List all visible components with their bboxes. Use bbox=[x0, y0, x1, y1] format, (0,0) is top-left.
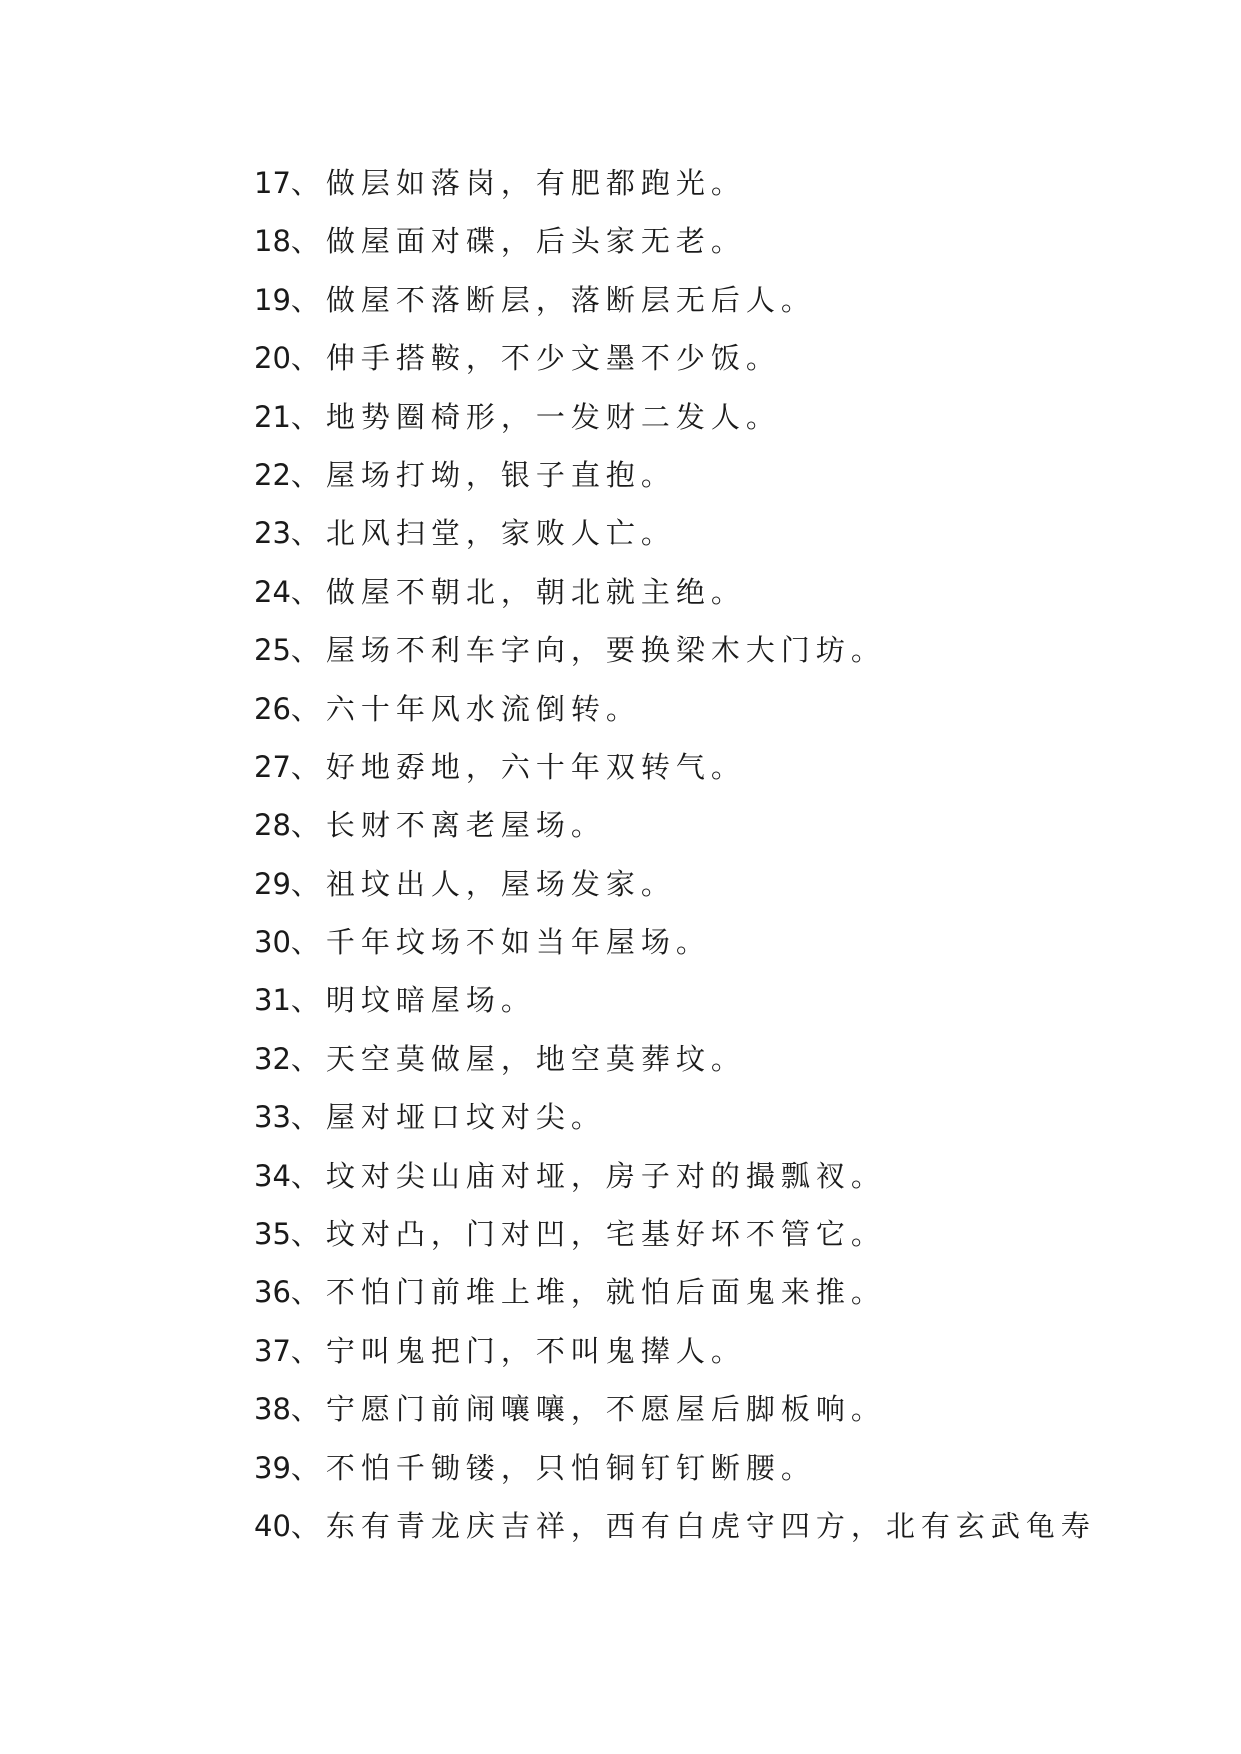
item-number: 24 bbox=[254, 574, 291, 609]
item-text: 、千年坟场不如当年屋场。 bbox=[290, 925, 711, 960]
item-text: 、东有青龙庆吉祥，西有白虎守四方，北有玄武龟寿 bbox=[290, 1508, 1096, 1543]
item-number: 28 bbox=[254, 808, 291, 843]
list-item bbox=[254, 922, 1154, 980]
list-item bbox=[254, 1097, 1154, 1155]
item-number: 36 bbox=[254, 1275, 291, 1310]
item-number: 40 bbox=[254, 1508, 291, 1543]
list-item bbox=[254, 1039, 1154, 1097]
item-text: 、宁叫鬼把门，不叫鬼撵人。 bbox=[290, 1333, 746, 1368]
item-text: 、做屋面对碟，后头家无老。 bbox=[290, 224, 746, 259]
item-text: 、祖坟出人，屋场发家。 bbox=[290, 866, 676, 901]
item-text: 、明坟暗屋场。 bbox=[290, 983, 536, 1018]
item-text: 、不怕门前堆上堆，就怕后面鬼来推。 bbox=[290, 1275, 886, 1310]
item-number: 30 bbox=[254, 925, 291, 960]
list-item bbox=[254, 1156, 1154, 1214]
list-item bbox=[254, 221, 1154, 279]
list-item bbox=[254, 513, 1154, 571]
item-number: 39 bbox=[254, 1450, 291, 1485]
list-item bbox=[254, 980, 1154, 1038]
item-number: 20 bbox=[254, 341, 291, 376]
list-item bbox=[254, 689, 1154, 747]
item-text: 、宁愿门前闹嚷嚷，不愿屋后脚板响。 bbox=[290, 1392, 886, 1427]
item-text: 、做层如落岗，有肥都跑光。 bbox=[290, 166, 746, 200]
list-item bbox=[254, 572, 1154, 630]
item-number: 19 bbox=[254, 282, 291, 317]
list-item bbox=[254, 1331, 1154, 1389]
item-text: 、伸手搭鞍，不少文墨不少饭。 bbox=[290, 341, 781, 376]
item-number: 18 bbox=[254, 224, 291, 259]
item-text: 、坟对凸，门对凹，宅基好坏不管它。 bbox=[290, 1217, 886, 1252]
list-item bbox=[254, 455, 1154, 513]
item-text: 、屋场打坳，银子直抱。 bbox=[290, 457, 676, 492]
item-number: 29 bbox=[254, 866, 291, 901]
list-item bbox=[254, 1389, 1154, 1447]
item-text: 、好地孬地，六十年双转气。 bbox=[290, 749, 746, 784]
item-number: 25 bbox=[254, 633, 291, 668]
list-item bbox=[254, 280, 1154, 338]
list-item bbox=[254, 1506, 1154, 1564]
item-number: 21 bbox=[254, 399, 291, 434]
list-item bbox=[254, 805, 1154, 863]
item-number: 37 bbox=[254, 1333, 291, 1368]
item-number: 32 bbox=[254, 1041, 291, 1076]
list-item bbox=[254, 747, 1154, 805]
item-number: 31 bbox=[254, 983, 291, 1018]
item-number: 22 bbox=[254, 457, 291, 492]
item-number: 38 bbox=[254, 1392, 291, 1427]
item-number: 33 bbox=[254, 1100, 291, 1135]
list-item bbox=[254, 1214, 1154, 1272]
list-item bbox=[254, 163, 1154, 221]
item-text: 、不怕千锄镂，只怕铜钉钉断腰。 bbox=[290, 1450, 816, 1485]
item-number: 34 bbox=[254, 1158, 291, 1193]
item-number: 26 bbox=[254, 691, 291, 726]
item-text: 、地势圈椅形，一发财二发人。 bbox=[290, 399, 781, 434]
list-item bbox=[254, 630, 1154, 688]
item-text: 、长财不离老屋场。 bbox=[290, 808, 606, 843]
list-item bbox=[254, 338, 1154, 396]
item-number: 27 bbox=[254, 749, 291, 784]
item-number: 23 bbox=[254, 516, 291, 551]
proverb-list bbox=[254, 163, 1154, 1564]
item-text: 、坟对尖山庙对垭，房子对的撮瓢衩。 bbox=[290, 1158, 886, 1193]
item-number: 35 bbox=[254, 1217, 291, 1252]
item-text: 、六十年风水流倒转。 bbox=[290, 691, 641, 726]
item-text: 、屋对垭口坟对尖。 bbox=[290, 1100, 606, 1135]
list-item bbox=[254, 1448, 1154, 1506]
item-text: 、做屋不落断层，落断层无后人。 bbox=[290, 282, 816, 317]
item-text: 、屋场不利车字向，要换梁木大门坊。 bbox=[290, 633, 886, 668]
item-text: 、天空莫做屋，地空莫葬坟。 bbox=[290, 1041, 746, 1076]
list-item bbox=[254, 1272, 1154, 1330]
item-text: 、北风扫堂，家败人亡。 bbox=[290, 516, 676, 551]
list-item bbox=[254, 397, 1154, 455]
item-text: 、做屋不朝北，朝北就主绝。 bbox=[290, 574, 746, 609]
item-number: 17 bbox=[254, 166, 291, 200]
list-item bbox=[254, 864, 1154, 922]
